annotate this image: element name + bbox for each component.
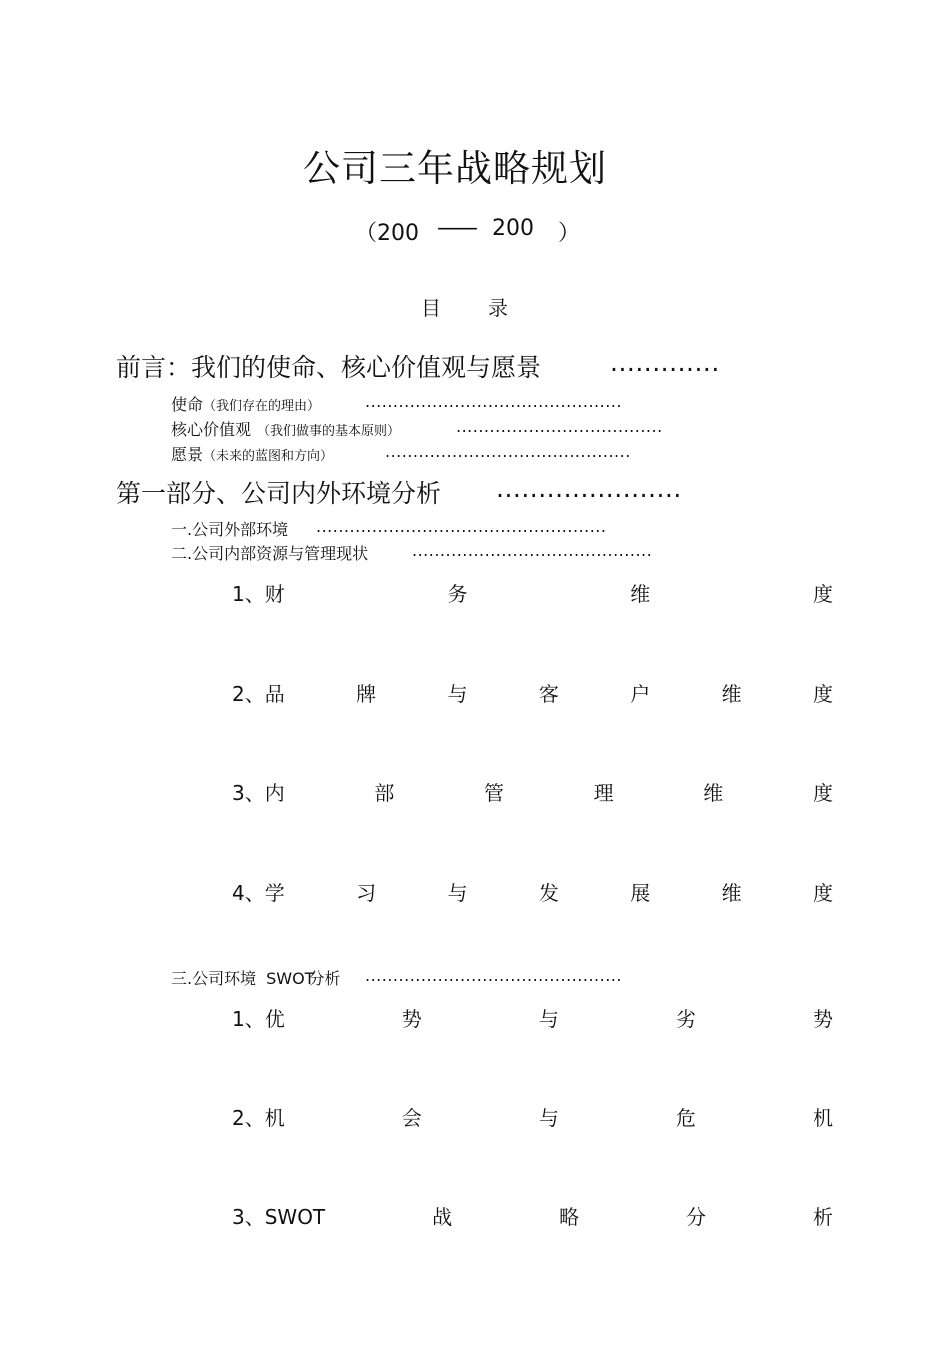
row-char: 维	[721, 682, 742, 706]
row-char: 部	[374, 781, 395, 805]
row-char: 展	[630, 881, 651, 905]
toc-row-finance	[232, 578, 833, 607]
toc-section-internal: 二.公司内部资源与管理现状	[171, 544, 369, 563]
toc-leader-dots: ..............................................	[365, 966, 622, 985]
row-char: 危	[675, 1106, 696, 1130]
toc-subentry-note: （我们存在的理由）	[203, 399, 321, 414]
row-char: 略	[559, 1205, 580, 1229]
toc-row-strengths-weaknesses	[232, 1003, 833, 1032]
row-char: 劣	[675, 1007, 696, 1031]
toc-section-external: 一.公司外部环境	[171, 520, 289, 539]
toc-leader-dots: .............	[610, 348, 720, 377]
row-char: 2、品	[232, 682, 285, 706]
toc-leader-dots: ......................	[496, 474, 682, 503]
toc-row-brand-customer	[232, 678, 833, 707]
year-range-close: ）	[558, 221, 581, 246]
row-char: 1、优	[232, 1007, 285, 1031]
toc-section-label-suffix: 分析	[308, 969, 341, 988]
toc-leader-dots: ...........................................	[412, 541, 653, 560]
row-char: 与	[447, 881, 468, 905]
toc-section-swot	[171, 966, 340, 989]
row-char: 度	[812, 582, 833, 606]
row-char: 户	[630, 682, 651, 706]
row-char: 维	[703, 781, 724, 805]
row-char: 客	[538, 682, 559, 706]
toc-subentry-label: 使命	[171, 395, 204, 414]
toc-subentry-note: （未来的蓝图和方向）	[203, 449, 334, 464]
row-char: 分	[686, 1205, 707, 1229]
toc-section-swot-latin: SWOT	[266, 969, 315, 988]
toc-leader-dots: ..............................................	[365, 392, 622, 411]
row-char: 4、学	[232, 881, 285, 905]
toc-heading-text: 前言：我们的使命、核心价值观与愿景	[116, 353, 542, 382]
toc-subentry-note: （我们做事的基本原则）	[257, 424, 401, 439]
toc-row-internal-mgmt	[232, 777, 833, 806]
toc-leader-dots: ............................................	[385, 442, 631, 461]
toc-row-learning-growth	[232, 877, 833, 906]
row-char: 度	[812, 682, 833, 706]
row-char: 度	[812, 781, 833, 805]
toc-label-char: 录	[488, 296, 508, 320]
row-char: 与	[538, 1106, 559, 1130]
toc-leader-dots: .....................................	[456, 417, 663, 436]
row-char: 牌	[356, 682, 377, 706]
row-char: 战	[432, 1205, 453, 1229]
row-char: 会	[401, 1106, 422, 1130]
row-char: 理	[593, 781, 614, 805]
year-range-dash: ——	[437, 216, 475, 241]
toc-row-swot-strategy	[232, 1201, 833, 1230]
row-char: 务	[447, 582, 468, 606]
row-char: 势	[401, 1007, 422, 1031]
toc-subentry-vision	[171, 442, 333, 465]
row-char: 势	[812, 1007, 833, 1031]
row-char: 与	[447, 682, 468, 706]
row-char: 3、SWOT	[232, 1205, 326, 1229]
row-char: 析	[812, 1205, 833, 1229]
row-char: 维	[721, 881, 742, 905]
toc-entry-part1: 第一部分、公司内外环境分析	[116, 479, 442, 508]
row-char: 度	[812, 881, 833, 905]
toc-subentry-values	[171, 417, 400, 440]
row-char: 管	[484, 781, 505, 805]
row-char: 机	[812, 1106, 833, 1130]
toc-entry-preface	[116, 348, 541, 384]
toc-leader-dots: ....................................................	[316, 517, 607, 536]
toc-row-opportunities-threats	[232, 1102, 833, 1131]
toc-section-label: 三.公司环境	[171, 969, 257, 988]
toc-label-char: 目	[421, 296, 441, 320]
row-char: 发	[538, 881, 559, 905]
toc-subentry-label: 核心价值观	[171, 420, 252, 439]
row-char: 2、机	[232, 1106, 285, 1130]
row-char: 3、内	[232, 781, 285, 805]
toc-subentry-mission	[171, 392, 320, 415]
toc-subentry-label: 愿景	[171, 445, 204, 464]
row-char: 维	[630, 582, 651, 606]
row-char: 与	[538, 1007, 559, 1031]
row-char: 习	[356, 881, 377, 905]
document-title: 公司三年战略规划	[303, 147, 607, 190]
year-range-start: （200	[355, 221, 419, 246]
year-range-end: 200	[492, 216, 534, 241]
row-char: 1、财	[232, 582, 285, 606]
